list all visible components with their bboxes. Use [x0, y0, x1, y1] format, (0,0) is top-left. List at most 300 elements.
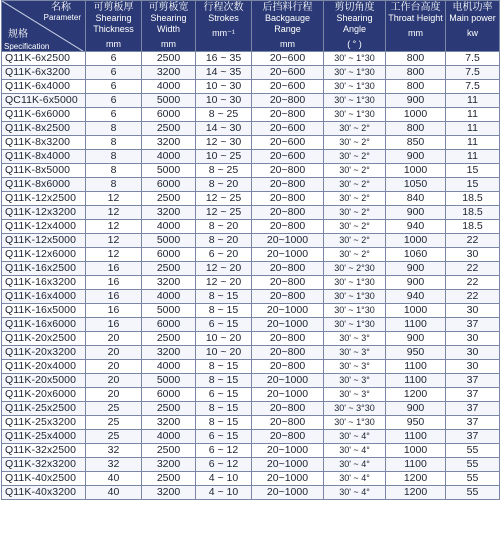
width-cell: 6000 [142, 108, 196, 122]
thickness-cell: 25 [86, 430, 142, 444]
angle-cell: 30' ~ 1°30 [324, 276, 386, 290]
width-cell: 3200 [142, 66, 196, 80]
angle-cell: 30' ~ 2° [324, 248, 386, 262]
table-row [2, 276, 500, 290]
throat-height-cell: 1060 [386, 248, 446, 262]
angle-cell: 30' ~ 3° [324, 360, 386, 374]
angle-cell: 30' ~ 2° [324, 164, 386, 178]
width-cell: 2500 [142, 332, 196, 346]
width-cell: 4000 [142, 290, 196, 304]
header-corner-cell [2, 1, 86, 52]
angle-cell: 30' ~ 1°30 [324, 304, 386, 318]
angle-cell: 30' ~ 2° [324, 136, 386, 150]
power-cell: 22 [446, 262, 500, 276]
angle-cell: 30' ~ 1°30 [324, 80, 386, 94]
power-cell: 15 [446, 164, 500, 178]
power-cell: 30 [446, 304, 500, 318]
throat-height-cell: 900 [386, 332, 446, 346]
throat-height-cell: 1000 [386, 164, 446, 178]
strokes-cell: 8 ~ 15 [196, 290, 252, 304]
strokes-cell: 12 ~ 25 [196, 206, 252, 220]
throat-height-cell: 1100 [386, 318, 446, 332]
power-cell: 30 [446, 360, 500, 374]
strokes-cell: 6 ~ 15 [196, 388, 252, 402]
width-cell: 5000 [142, 94, 196, 108]
throat-height-cell: 1000 [386, 234, 446, 248]
thickness-cell: 32 [86, 444, 142, 458]
table-row [2, 416, 500, 430]
backgauge-cell: 20~800 [252, 192, 324, 206]
table-row [2, 248, 500, 262]
throat-height-cell: 1000 [386, 108, 446, 122]
width-cell: 3200 [142, 276, 196, 290]
strokes-cell: 14 ~ 30 [196, 122, 252, 136]
power-cell: 30 [446, 248, 500, 262]
table-row [2, 360, 500, 374]
spec-label-cn: 规格 [8, 29, 28, 40]
thickness-cell: 20 [86, 388, 142, 402]
power-cell: 55 [446, 472, 500, 486]
strokes-cell: 10 ~ 20 [196, 332, 252, 346]
angle-cell: 30' ~ 1°30 [324, 66, 386, 80]
backgauge-cell: 20~800 [252, 262, 324, 276]
spec-label-en: Specification [4, 42, 50, 51]
thickness-cell: 40 [86, 486, 142, 500]
power-cell: 37 [446, 430, 500, 444]
table-row [2, 458, 500, 472]
width-cell: 6000 [142, 318, 196, 332]
width-cell: 2500 [142, 472, 196, 486]
throat-height-cell: 1100 [386, 360, 446, 374]
throat-height-cell: 900 [386, 262, 446, 276]
strokes-cell: 6 ~ 15 [196, 318, 252, 332]
angle-cell: 30' ~ 3°30 [324, 402, 386, 416]
backgauge-cell: 20~1000 [252, 234, 324, 248]
thickness-cell: 8 [86, 136, 142, 150]
table-row [2, 430, 500, 444]
backgauge-cell: 20~600 [252, 150, 324, 164]
width-cell: 3200 [142, 416, 196, 430]
throat-height-cell: 1100 [386, 374, 446, 388]
backgauge-cell: 20~800 [252, 346, 324, 360]
header-throat-height: 工作台高度 Throat Height mm [386, 1, 446, 52]
table-row [2, 136, 500, 150]
model-cell: Q11K-6x2500 [2, 52, 86, 66]
model-cell: Q11K-40x2500 [2, 472, 86, 486]
backgauge-cell: 20~1000 [252, 248, 324, 262]
model-cell: Q11K-25x4000 [2, 430, 86, 444]
model-cell: Q11K-20x3200 [2, 346, 86, 360]
backgauge-cell: 20~800 [252, 220, 324, 234]
width-cell: 4000 [142, 430, 196, 444]
throat-height-cell: 840 [386, 192, 446, 206]
strokes-cell: 6 ~ 12 [196, 444, 252, 458]
angle-cell: 30' ~ 3° [324, 346, 386, 360]
width-cell: 6000 [142, 248, 196, 262]
power-cell: 22 [446, 290, 500, 304]
throat-height-cell: 1000 [386, 304, 446, 318]
table-row [2, 486, 500, 500]
throat-height-cell: 900 [386, 402, 446, 416]
backgauge-cell: 20~800 [252, 290, 324, 304]
spec-table-container [1, 0, 499, 500]
width-cell: 5000 [142, 164, 196, 178]
model-cell: Q11K-8x2500 [2, 122, 86, 136]
header-main-power: 电机功率 Main power kw [446, 1, 500, 52]
angle-cell: 30' ~ 2° [324, 192, 386, 206]
model-cell: Q11K-12x3200 [2, 206, 86, 220]
width-cell: 4000 [142, 360, 196, 374]
throat-height-cell: 1200 [386, 472, 446, 486]
backgauge-cell: 20~1000 [252, 374, 324, 388]
angle-cell: 30' ~ 1°30 [324, 108, 386, 122]
backgauge-cell: 20~800 [252, 332, 324, 346]
table-row [2, 234, 500, 248]
backgauge-cell: 20~800 [252, 276, 324, 290]
table-row [2, 388, 500, 402]
table-row [2, 332, 500, 346]
model-cell: QC11K-6x5000 [2, 94, 86, 108]
angle-cell: 30' ~ 2° [324, 206, 386, 220]
power-cell: 7.5 [446, 66, 500, 80]
table-row [2, 80, 500, 94]
power-cell: 11 [446, 122, 500, 136]
backgauge-cell: 20~800 [252, 164, 324, 178]
power-cell: 37 [446, 374, 500, 388]
width-cell: 2500 [142, 122, 196, 136]
backgauge-cell: 20~800 [252, 94, 324, 108]
model-cell: Q11K-16x5000 [2, 304, 86, 318]
table-row [2, 402, 500, 416]
model-cell: Q11K-25x2500 [2, 402, 86, 416]
width-cell: 2500 [142, 262, 196, 276]
angle-cell: 30' ~ 4° [324, 444, 386, 458]
model-cell: Q11K-8x5000 [2, 164, 86, 178]
backgauge-cell: 20~800 [252, 178, 324, 192]
throat-height-cell: 800 [386, 122, 446, 136]
throat-height-cell: 1100 [386, 430, 446, 444]
model-cell: Q11K-6x4000 [2, 80, 86, 94]
throat-height-cell: 900 [386, 276, 446, 290]
thickness-cell: 40 [86, 472, 142, 486]
thickness-cell: 12 [86, 234, 142, 248]
angle-cell: 30' ~ 4° [324, 430, 386, 444]
throat-height-cell: 1100 [386, 458, 446, 472]
angle-cell: 30' ~ 4° [324, 472, 386, 486]
strokes-cell: 8 ~ 25 [196, 164, 252, 178]
thickness-cell: 25 [86, 416, 142, 430]
model-cell: Q11K-32x2500 [2, 444, 86, 458]
backgauge-cell: 20~800 [252, 206, 324, 220]
table-body [2, 52, 500, 500]
backgauge-cell: 20~800 [252, 416, 324, 430]
power-cell: 11 [446, 136, 500, 150]
backgauge-cell: 20~1000 [252, 388, 324, 402]
throat-height-cell: 800 [386, 52, 446, 66]
thickness-cell: 20 [86, 360, 142, 374]
header-strokes: 行程次数 Strokes mm⁻¹ [196, 1, 252, 52]
width-cell: 2500 [142, 444, 196, 458]
width-cell: 2500 [142, 402, 196, 416]
thickness-cell: 16 [86, 262, 142, 276]
strokes-cell: 8 ~ 15 [196, 374, 252, 388]
table-row [2, 374, 500, 388]
backgauge-cell: 20~600 [252, 52, 324, 66]
throat-height-cell: 950 [386, 416, 446, 430]
power-cell: 11 [446, 108, 500, 122]
throat-height-cell: 900 [386, 94, 446, 108]
thickness-cell: 6 [86, 52, 142, 66]
throat-height-cell: 900 [386, 150, 446, 164]
model-cell: Q11K-8x3200 [2, 136, 86, 150]
thickness-cell: 6 [86, 66, 142, 80]
backgauge-cell: 20~1000 [252, 304, 324, 318]
thickness-cell: 16 [86, 304, 142, 318]
width-cell: 3200 [142, 206, 196, 220]
thickness-cell: 12 [86, 248, 142, 262]
strokes-cell: 12 ~ 20 [196, 276, 252, 290]
power-cell: 15 [446, 178, 500, 192]
thickness-cell: 8 [86, 122, 142, 136]
strokes-cell: 8 ~ 20 [196, 178, 252, 192]
strokes-cell: 10 ~ 30 [196, 94, 252, 108]
table-row [2, 164, 500, 178]
width-cell: 5000 [142, 234, 196, 248]
table-row [2, 108, 500, 122]
backgauge-cell: 20~1000 [252, 472, 324, 486]
backgauge-cell: 20~1000 [252, 444, 324, 458]
backgauge-cell: 20~600 [252, 122, 324, 136]
table-row [2, 290, 500, 304]
header-backgauge-range: 后挡料行程 Backgauge Range mm [252, 1, 324, 52]
strokes-cell: 10 ~ 20 [196, 346, 252, 360]
power-cell: 30 [446, 332, 500, 346]
table-row [2, 192, 500, 206]
angle-cell: 30' ~ 3° [324, 388, 386, 402]
throat-height-cell: 800 [386, 80, 446, 94]
model-cell: Q11K-16x2500 [2, 262, 86, 276]
throat-height-cell: 1200 [386, 486, 446, 500]
model-cell: Q11K-12x6000 [2, 248, 86, 262]
power-cell: 55 [446, 458, 500, 472]
table-row [2, 220, 500, 234]
strokes-cell: 8 ~ 15 [196, 402, 252, 416]
thickness-cell: 8 [86, 178, 142, 192]
parameter-label-en: Parameter [43, 13, 81, 22]
backgauge-cell: 20~1000 [252, 458, 324, 472]
strokes-cell: 8 ~ 20 [196, 234, 252, 248]
power-cell: 7.5 [446, 52, 500, 66]
model-cell: Q11K-12x2500 [2, 192, 86, 206]
strokes-cell: 6 ~ 12 [196, 458, 252, 472]
strokes-cell: 8 ~ 20 [196, 220, 252, 234]
header-shearing-width: 可剪板宽 Shearing Width mm [142, 1, 196, 52]
strokes-cell: 6 ~ 20 [196, 248, 252, 262]
power-cell: 18.5 [446, 206, 500, 220]
strokes-cell: 12 ~ 20 [196, 262, 252, 276]
throat-height-cell: 900 [386, 206, 446, 220]
angle-cell: 30' ~ 3° [324, 374, 386, 388]
power-cell: 22 [446, 234, 500, 248]
throat-height-cell: 800 [386, 66, 446, 80]
power-cell: 7.5 [446, 80, 500, 94]
strokes-cell: 16 ~ 35 [196, 52, 252, 66]
throat-height-cell: 850 [386, 136, 446, 150]
thickness-cell: 20 [86, 332, 142, 346]
model-cell: Q11K-12x5000 [2, 234, 86, 248]
backgauge-cell: 20~600 [252, 80, 324, 94]
thickness-cell: 12 [86, 220, 142, 234]
model-cell: Q11K-16x6000 [2, 318, 86, 332]
model-cell: Q11K-20x6000 [2, 388, 86, 402]
table-row [2, 178, 500, 192]
width-cell: 4000 [142, 80, 196, 94]
spec-table [1, 0, 500, 500]
backgauge-cell: 20~800 [252, 430, 324, 444]
power-cell: 22 [446, 276, 500, 290]
backgauge-cell: 20~600 [252, 66, 324, 80]
width-cell: 3200 [142, 346, 196, 360]
strokes-cell: 10 ~ 30 [196, 80, 252, 94]
thickness-cell: 6 [86, 80, 142, 94]
strokes-cell: 8 ~ 15 [196, 304, 252, 318]
model-cell: Q11K-6x6000 [2, 108, 86, 122]
table-row [2, 304, 500, 318]
strokes-cell: 14 ~ 35 [196, 66, 252, 80]
throat-height-cell: 940 [386, 220, 446, 234]
strokes-cell: 12 ~ 30 [196, 136, 252, 150]
backgauge-cell: 20~800 [252, 360, 324, 374]
width-cell: 4000 [142, 150, 196, 164]
width-cell: 2500 [142, 192, 196, 206]
model-cell: Q11K-16x4000 [2, 290, 86, 304]
width-cell: 3200 [142, 136, 196, 150]
strokes-cell: 10 ~ 25 [196, 150, 252, 164]
power-cell: 37 [446, 416, 500, 430]
thickness-cell: 32 [86, 458, 142, 472]
angle-cell: 30' ~ 1°30 [324, 318, 386, 332]
model-cell: Q11K-8x6000 [2, 178, 86, 192]
power-cell: 37 [446, 402, 500, 416]
model-cell: Q11K-32x3200 [2, 458, 86, 472]
width-cell: 3200 [142, 486, 196, 500]
width-cell: 3200 [142, 458, 196, 472]
angle-cell: 30' ~ 3° [324, 332, 386, 346]
table-row [2, 472, 500, 486]
thickness-cell: 12 [86, 192, 142, 206]
angle-cell: 30' ~ 1°30 [324, 94, 386, 108]
strokes-cell: 4 ~ 10 [196, 472, 252, 486]
angle-cell: 30' ~ 2° [324, 234, 386, 248]
strokes-cell: 8 ~ 15 [196, 416, 252, 430]
angle-cell: 30' ~ 2° [324, 178, 386, 192]
thickness-cell: 16 [86, 318, 142, 332]
throat-height-cell: 940 [386, 290, 446, 304]
throat-height-cell: 1050 [386, 178, 446, 192]
power-cell: 18.5 [446, 192, 500, 206]
model-cell: Q11K-20x5000 [2, 374, 86, 388]
thickness-cell: 20 [86, 374, 142, 388]
table-row [2, 52, 500, 66]
header-shearing-angle: 剪切角度 Shearing Angle ( ° ) [324, 1, 386, 52]
table-row [2, 94, 500, 108]
angle-cell: 30' ~ 1°30 [324, 290, 386, 304]
backgauge-cell: 20~800 [252, 108, 324, 122]
table-row [2, 66, 500, 80]
thickness-cell: 16 [86, 290, 142, 304]
angle-cell: 30' ~ 1°30 [324, 416, 386, 430]
thickness-cell: 12 [86, 206, 142, 220]
backgauge-cell: 20~800 [252, 402, 324, 416]
header-shearing-thickness: 可剪板厚 Shearing Thickness mm [86, 1, 142, 52]
model-cell: Q11K-8x4000 [2, 150, 86, 164]
table-row [2, 444, 500, 458]
thickness-cell: 20 [86, 346, 142, 360]
model-cell: Q11K-20x2500 [2, 332, 86, 346]
throat-height-cell: 1000 [386, 444, 446, 458]
table-row [2, 262, 500, 276]
angle-cell: 30' ~ 2° [324, 122, 386, 136]
model-cell: Q11K-16x3200 [2, 276, 86, 290]
width-cell: 5000 [142, 374, 196, 388]
angle-cell: 30' ~ 2° [324, 150, 386, 164]
strokes-cell: 4 ~ 10 [196, 486, 252, 500]
model-cell: Q11K-12x4000 [2, 220, 86, 234]
backgauge-cell: 20~600 [252, 136, 324, 150]
table-row [2, 122, 500, 136]
power-cell: 37 [446, 388, 500, 402]
header-row [2, 1, 500, 52]
width-cell: 4000 [142, 220, 196, 234]
strokes-cell: 8 ~ 15 [196, 360, 252, 374]
power-cell: 37 [446, 318, 500, 332]
strokes-cell: 8 ~ 25 [196, 108, 252, 122]
model-cell: Q11K-20x4000 [2, 360, 86, 374]
thickness-cell: 16 [86, 276, 142, 290]
table-row [2, 318, 500, 332]
width-cell: 6000 [142, 178, 196, 192]
angle-cell: 30' ~ 2°30 [324, 262, 386, 276]
model-cell: Q11K-25x3200 [2, 416, 86, 430]
strokes-cell: 12 ~ 25 [196, 192, 252, 206]
table-row [2, 346, 500, 360]
thickness-cell: 8 [86, 164, 142, 178]
power-cell: 30 [446, 346, 500, 360]
power-cell: 55 [446, 486, 500, 500]
angle-cell: 30' ~ 4° [324, 486, 386, 500]
throat-height-cell: 950 [386, 346, 446, 360]
width-cell: 6000 [142, 388, 196, 402]
angle-cell: 30' ~ 2° [324, 220, 386, 234]
thickness-cell: 25 [86, 402, 142, 416]
parameter-label-cn: 名称 [51, 2, 71, 13]
strokes-cell: 6 ~ 15 [196, 430, 252, 444]
table-row [2, 150, 500, 164]
model-cell: Q11K-6x3200 [2, 66, 86, 80]
angle-cell: 30' ~ 4° [324, 458, 386, 472]
width-cell: 5000 [142, 304, 196, 318]
angle-cell: 30' ~ 1°30 [324, 52, 386, 66]
backgauge-cell: 20~1000 [252, 318, 324, 332]
power-cell: 55 [446, 444, 500, 458]
width-cell: 2500 [142, 52, 196, 66]
backgauge-cell: 20~1000 [252, 486, 324, 500]
thickness-cell: 6 [86, 94, 142, 108]
throat-height-cell: 1200 [386, 388, 446, 402]
power-cell: 11 [446, 150, 500, 164]
table-row [2, 206, 500, 220]
thickness-cell: 6 [86, 108, 142, 122]
